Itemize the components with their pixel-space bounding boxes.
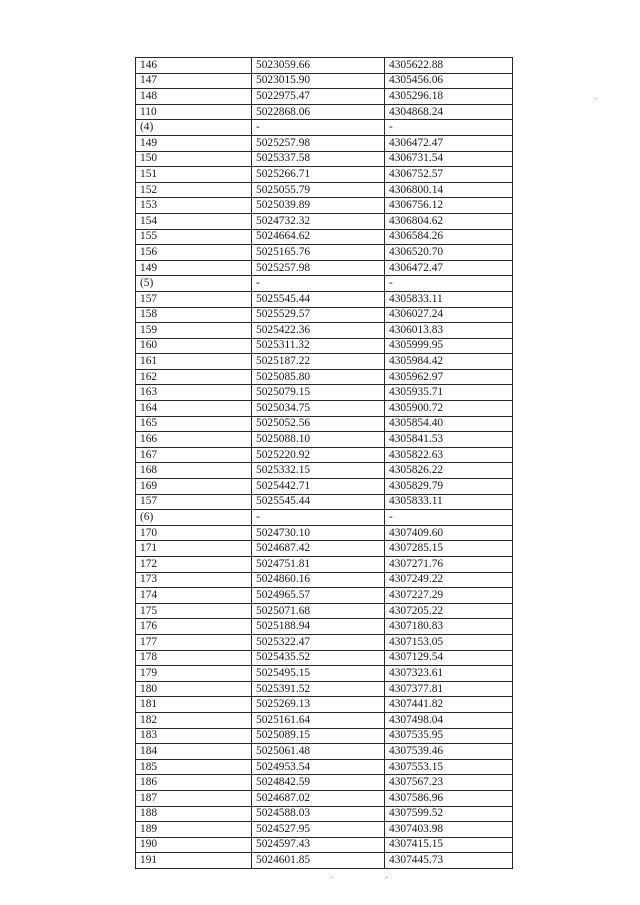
x-coordinate-cell: 5025161.64 (252, 712, 385, 728)
x-coordinate-cell: 5023015.90 (252, 73, 385, 89)
y-coordinate-cell: 4306800.14 (385, 182, 513, 198)
point-number-cell: 166 (136, 432, 252, 448)
x-coordinate-cell: 5024860.16 (252, 572, 385, 588)
x-coordinate-cell: 5025266.71 (252, 167, 385, 183)
point-number-cell: 160 (136, 338, 252, 354)
coordinate-table-body (136, 58, 513, 869)
point-number-cell: 110 (136, 104, 252, 120)
y-coordinate-cell: 4305999.95 (385, 338, 513, 354)
point-number-cell: 173 (136, 572, 252, 588)
y-coordinate-cell: 4307553.15 (385, 759, 513, 775)
y-coordinate-cell: 4307498.04 (385, 712, 513, 728)
x-coordinate-cell: 5025529.57 (252, 307, 385, 323)
y-coordinate-cell: - (385, 510, 513, 526)
coordinate-table (135, 57, 513, 869)
point-number-cell: 163 (136, 385, 252, 401)
x-coordinate-cell: 5025269.13 (252, 697, 385, 713)
point-number-cell: 175 (136, 603, 252, 619)
x-coordinate-cell: 5025061.48 (252, 744, 385, 760)
x-coordinate-cell: 5025039.89 (252, 198, 385, 214)
y-coordinate-cell: 4304868.24 (385, 104, 513, 120)
y-coordinate-cell: 4307409.60 (385, 525, 513, 541)
point-number-cell: 168 (136, 463, 252, 479)
point-number-cell: 164 (136, 401, 252, 417)
table-row (136, 245, 513, 261)
table-row (136, 744, 513, 760)
table-row (136, 104, 513, 120)
table-row (136, 73, 513, 89)
table-row (136, 151, 513, 167)
y-coordinate-cell: 4306731.54 (385, 151, 513, 167)
table-row (136, 182, 513, 198)
point-number-cell: 177 (136, 634, 252, 650)
x-coordinate-cell: 5025071.68 (252, 603, 385, 619)
y-coordinate-cell: 4306013.83 (385, 323, 513, 339)
point-number-cell: 162 (136, 369, 252, 385)
point-number-cell: 148 (136, 89, 252, 105)
x-coordinate-cell: 5025311.32 (252, 338, 385, 354)
point-number-cell: 155 (136, 229, 252, 245)
point-number-cell: (5) (136, 276, 252, 292)
table-row (136, 416, 513, 432)
x-coordinate-cell: 5025545.44 (252, 291, 385, 307)
y-coordinate-cell: 4306756.12 (385, 198, 513, 214)
y-coordinate-cell: 4306027.24 (385, 307, 513, 323)
x-coordinate-cell: 5025257.98 (252, 260, 385, 276)
table-row (136, 135, 513, 151)
point-number-cell: 185 (136, 759, 252, 775)
table-row (136, 759, 513, 775)
x-coordinate-cell: 5025337.58 (252, 151, 385, 167)
y-coordinate-cell: 4306520.70 (385, 245, 513, 261)
table-row (136, 276, 513, 292)
point-number-cell: 150 (136, 151, 252, 167)
y-coordinate-cell: - (385, 276, 513, 292)
x-coordinate-cell: 5025391.52 (252, 681, 385, 697)
table-row (136, 619, 513, 635)
point-number-cell: 181 (136, 697, 252, 713)
y-coordinate-cell: 4306584.26 (385, 229, 513, 245)
y-coordinate-cell: - (385, 120, 513, 136)
x-coordinate-cell: 5024664.62 (252, 229, 385, 245)
y-coordinate-cell: 4305935.71 (385, 385, 513, 401)
x-coordinate-cell: 5025495.15 (252, 666, 385, 682)
y-coordinate-cell: 4307377.81 (385, 681, 513, 697)
point-number-cell: 189 (136, 822, 252, 838)
x-coordinate-cell: 5025220.92 (252, 447, 385, 463)
x-coordinate-cell: 5025435.52 (252, 650, 385, 666)
y-coordinate-cell: 4306804.62 (385, 213, 513, 229)
point-number-cell: 188 (136, 806, 252, 822)
table-row (136, 385, 513, 401)
point-number-cell: 161 (136, 354, 252, 370)
x-coordinate-cell: 5025165.76 (252, 245, 385, 261)
x-coordinate-cell: 5022975.47 (252, 89, 385, 105)
y-coordinate-cell: 4307271.76 (385, 557, 513, 573)
x-coordinate-cell: 5024588.03 (252, 806, 385, 822)
table-row (136, 634, 513, 650)
table-row (136, 806, 513, 822)
table-row (136, 790, 513, 806)
table-row (136, 120, 513, 136)
x-coordinate-cell: 5025422.36 (252, 323, 385, 339)
x-coordinate-cell: 5025088.10 (252, 432, 385, 448)
x-coordinate-cell: 5025332.15 (252, 463, 385, 479)
y-coordinate-cell: 4305900.72 (385, 401, 513, 417)
x-coordinate-cell: 5025055.79 (252, 182, 385, 198)
y-coordinate-cell: 4305962.97 (385, 369, 513, 385)
x-coordinate-cell: 5025034.75 (252, 401, 385, 417)
x-coordinate-cell: 5024953.54 (252, 759, 385, 775)
y-coordinate-cell: 4306752.57 (385, 167, 513, 183)
point-number-cell: 182 (136, 712, 252, 728)
table-row (136, 666, 513, 682)
point-number-cell: 149 (136, 260, 252, 276)
x-coordinate-cell: 5024601.85 (252, 853, 385, 869)
point-number-cell: 178 (136, 650, 252, 666)
table-row (136, 541, 513, 557)
y-coordinate-cell: 4306472.47 (385, 135, 513, 151)
point-number-cell: 169 (136, 479, 252, 495)
point-number-cell: 180 (136, 681, 252, 697)
x-coordinate-cell: 5025545.44 (252, 494, 385, 510)
x-coordinate-cell: 5024527.95 (252, 822, 385, 838)
table-row (136, 213, 513, 229)
x-coordinate-cell: 5022868.06 (252, 104, 385, 120)
table-row (136, 603, 513, 619)
y-coordinate-cell: 4307441.82 (385, 697, 513, 713)
y-coordinate-cell: 4307539.46 (385, 744, 513, 760)
table-row (136, 853, 513, 869)
point-number-cell: 165 (136, 416, 252, 432)
point-number-cell: 174 (136, 588, 252, 604)
point-number-cell: 151 (136, 167, 252, 183)
table-row (136, 307, 513, 323)
point-number-cell: 186 (136, 775, 252, 791)
y-coordinate-cell: 4305854.40 (385, 416, 513, 432)
point-number-cell: 152 (136, 182, 252, 198)
table-row (136, 681, 513, 697)
point-number-cell: 179 (136, 666, 252, 682)
y-coordinate-cell: 4307599.52 (385, 806, 513, 822)
y-coordinate-cell: 4307285.15 (385, 541, 513, 557)
y-coordinate-cell: 4307227.29 (385, 588, 513, 604)
table-row (136, 229, 513, 245)
y-coordinate-cell: 4306472.47 (385, 260, 513, 276)
point-number-cell: 149 (136, 135, 252, 151)
x-coordinate-cell: 5025052.56 (252, 416, 385, 432)
point-number-cell: 159 (136, 323, 252, 339)
x-coordinate-cell: 5025442.71 (252, 479, 385, 495)
x-coordinate-cell: 5025089.15 (252, 728, 385, 744)
table-row (136, 447, 513, 463)
y-coordinate-cell: 4305822.63 (385, 447, 513, 463)
point-number-cell: 147 (136, 73, 252, 89)
y-coordinate-cell: 4307249.22 (385, 572, 513, 588)
point-number-cell: 154 (136, 213, 252, 229)
table-row (136, 822, 513, 838)
point-number-cell: 190 (136, 837, 252, 853)
point-number-cell: 153 (136, 198, 252, 214)
scan-speck (332, 877, 333, 878)
point-number-cell: (6) (136, 510, 252, 526)
y-coordinate-cell: 4307153.05 (385, 634, 513, 650)
y-coordinate-cell: 4307567.23 (385, 775, 513, 791)
point-number-cell: 158 (136, 307, 252, 323)
table-row (136, 712, 513, 728)
table-row (136, 775, 513, 791)
x-coordinate-cell: 5025085.80 (252, 369, 385, 385)
y-coordinate-cell: 4305826.22 (385, 463, 513, 479)
point-number-cell: 176 (136, 619, 252, 635)
y-coordinate-cell: 4307586.96 (385, 790, 513, 806)
x-coordinate-cell: 5025187.22 (252, 354, 385, 370)
table-row (136, 58, 513, 74)
y-coordinate-cell: 4307129.54 (385, 650, 513, 666)
table-row (136, 260, 513, 276)
x-coordinate-cell: 5024842.59 (252, 775, 385, 791)
y-coordinate-cell: 4305841.53 (385, 432, 513, 448)
x-coordinate-cell: 5025079.15 (252, 385, 385, 401)
x-coordinate-cell: 5024597.43 (252, 837, 385, 853)
point-number-cell: 146 (136, 58, 252, 74)
point-number-cell: 170 (136, 525, 252, 541)
point-number-cell: 172 (136, 557, 252, 573)
y-coordinate-cell: 4305456.06 (385, 73, 513, 89)
table-row (136, 697, 513, 713)
scan-speck (386, 877, 387, 878)
table-row (136, 510, 513, 526)
x-coordinate-cell: - (252, 120, 385, 136)
table-row (136, 323, 513, 339)
y-coordinate-cell: 4307205.22 (385, 603, 513, 619)
x-coordinate-cell: 5025257.98 (252, 135, 385, 151)
y-coordinate-cell: 4305984.42 (385, 354, 513, 370)
point-number-cell: 167 (136, 447, 252, 463)
table-row (136, 557, 513, 573)
table-row (136, 837, 513, 853)
y-coordinate-cell: 4307323.61 (385, 666, 513, 682)
y-coordinate-cell: 4307535.95 (385, 728, 513, 744)
table-row (136, 479, 513, 495)
point-number-cell: 157 (136, 291, 252, 307)
table-row (136, 463, 513, 479)
y-coordinate-cell: 4305296.18 (385, 89, 513, 105)
x-coordinate-cell: 5025322.47 (252, 634, 385, 650)
x-coordinate-cell: 5024687.02 (252, 790, 385, 806)
table-row (136, 401, 513, 417)
point-number-cell: 191 (136, 853, 252, 869)
point-number-cell: 171 (136, 541, 252, 557)
y-coordinate-cell: 4305829.79 (385, 479, 513, 495)
table-row (136, 354, 513, 370)
x-coordinate-cell: 5023059.66 (252, 58, 385, 74)
table-row (136, 369, 513, 385)
table-row (136, 432, 513, 448)
point-number-cell: 184 (136, 744, 252, 760)
point-number-cell: 183 (136, 728, 252, 744)
table-row (136, 572, 513, 588)
x-coordinate-cell: 5024965.57 (252, 588, 385, 604)
point-number-cell: 187 (136, 790, 252, 806)
table-row (136, 494, 513, 510)
table-row (136, 728, 513, 744)
x-coordinate-cell: - (252, 510, 385, 526)
x-coordinate-cell: 5025188.94 (252, 619, 385, 635)
y-coordinate-cell: 4305833.11 (385, 494, 513, 510)
x-coordinate-cell: 5024751.81 (252, 557, 385, 573)
table-row (136, 291, 513, 307)
point-number-cell: 157 (136, 494, 252, 510)
y-coordinate-cell: 4307445.73 (385, 853, 513, 869)
table-row (136, 650, 513, 666)
x-coordinate-cell: 5024732.32 (252, 213, 385, 229)
y-coordinate-cell: 4307415.15 (385, 837, 513, 853)
table-row (136, 525, 513, 541)
table-row (136, 198, 513, 214)
x-coordinate-cell: 5024687.42 (252, 541, 385, 557)
x-coordinate-cell: - (252, 276, 385, 292)
scan-speck (596, 98, 597, 99)
table-row (136, 338, 513, 354)
table-row (136, 89, 513, 105)
y-coordinate-cell: 4307403.98 (385, 822, 513, 838)
y-coordinate-cell: 4305622.88 (385, 58, 513, 74)
point-number-cell: 156 (136, 245, 252, 261)
point-number-cell: (4) (136, 120, 252, 136)
y-coordinate-cell: 4305833.11 (385, 291, 513, 307)
table-row (136, 167, 513, 183)
y-coordinate-cell: 4307180.83 (385, 619, 513, 635)
table-row (136, 588, 513, 604)
x-coordinate-cell: 5024730.10 (252, 525, 385, 541)
